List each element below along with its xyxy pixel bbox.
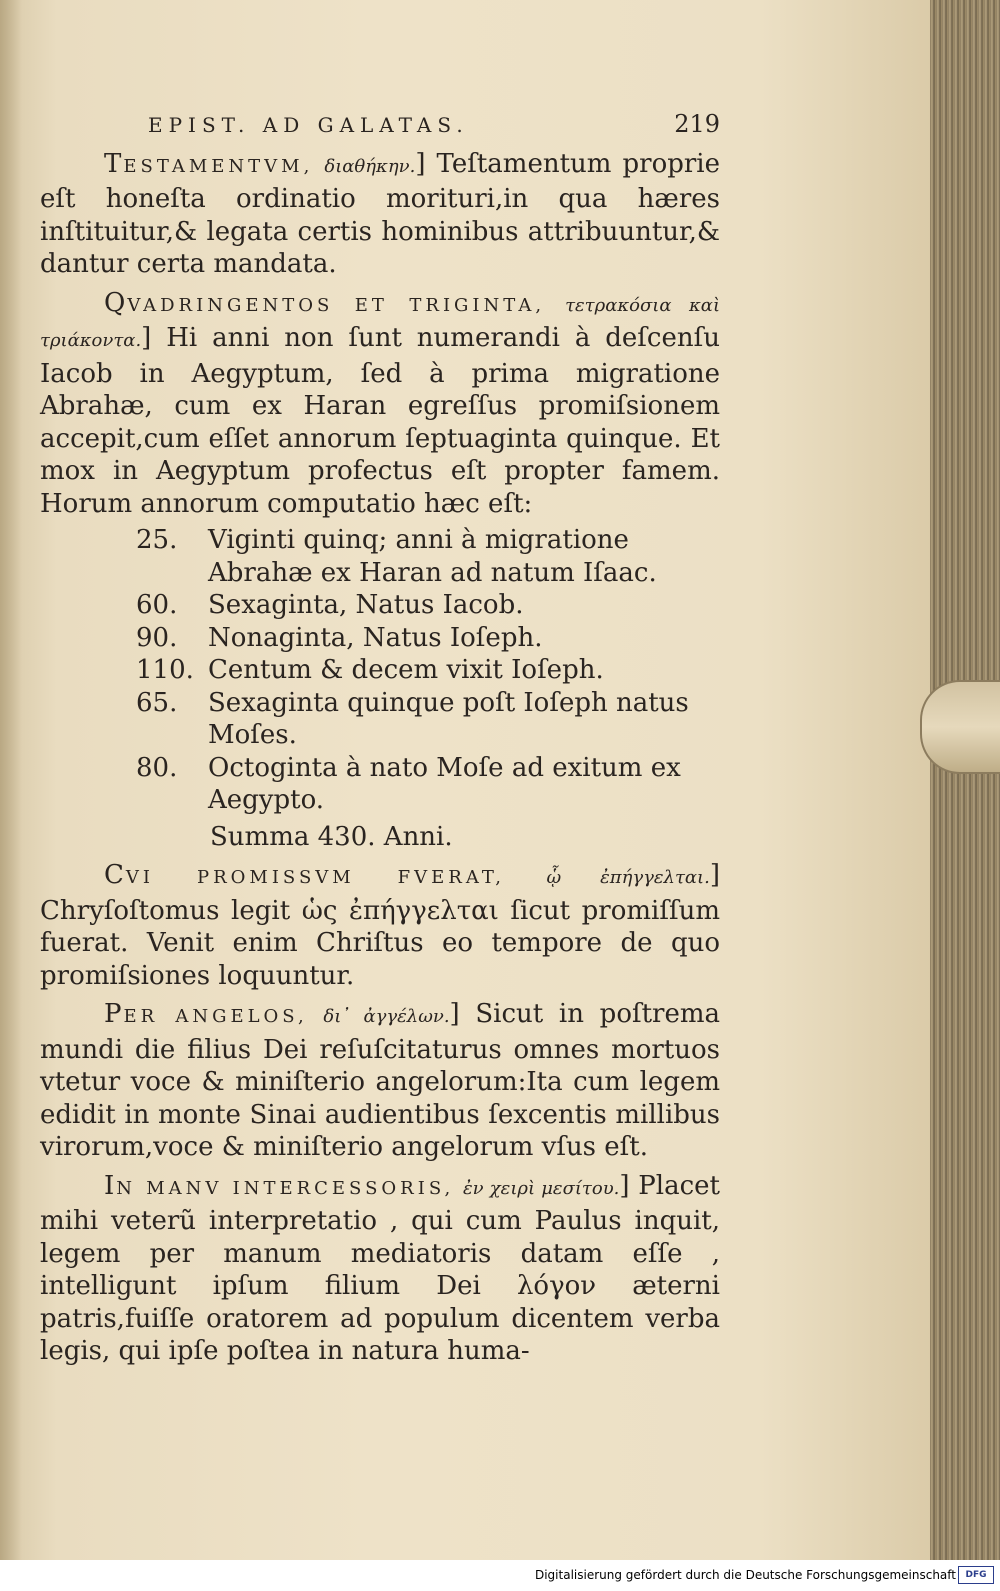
greek-lemma: διαθήκην. bbox=[324, 155, 416, 177]
footer-bar bbox=[0, 1560, 1000, 1591]
list-item: 60. Sexaginta, Natus Iacob. bbox=[136, 590, 524, 620]
list-item: 80. Octoginta à nato Moſe ad exitum ex Aegypto. bbox=[136, 752, 681, 815]
paragraph-text: ] Chryſoſtomus legit ὡς ἐπήγγελται ſicut promiſſum fuerat. Venit enim Chriſtus eo tempore de quo promiſsiones loquuntur. bbox=[40, 860, 720, 991]
funding-credit: Digitalisierung gefördert durch die Deutsche Forschungsgemeinschaft bbox=[534, 1568, 956, 1582]
lemma: IN MANV INTERCESSORIS, bbox=[104, 1170, 455, 1201]
lemma: CVI PROMISSVM FVERAT, bbox=[104, 860, 505, 890]
paragraph-text: ] Teſtamentum proprie eſt honeſta ordinatio morituri,in qua hæres inſtituitur,& legata certis hominibus attribuuntur,& dantur certa mandata. bbox=[40, 148, 720, 279]
list-item: 110. Centum & decem vixit Ioſeph. bbox=[136, 655, 604, 685]
paragraph-per-angelos bbox=[40, 998, 720, 1164]
list-item: 25. Viginti quinq; anni à migratione Abrahæ ex Haran ad natum Iſaac. bbox=[136, 525, 657, 588]
running-title: EPIST. AD GALATAS. bbox=[148, 113, 469, 137]
paragraph-text: ] Hi anni non ſunt numerandi à deſcenſu Iacob in Aegyptum, ſed à prima migratione Abrahæ, cum ex Haran egreſſus promiſsionem accepit,cum eſſet annorum ſeptuaginta quinque. Et mox in Aegyptum profectus eſt propter famem. Horum annorum computatio hæc eſt: bbox=[40, 323, 720, 519]
paragraph-in-manu bbox=[40, 1170, 720, 1368]
page-edges bbox=[930, 0, 1000, 1560]
paragraph-cui-promissum bbox=[40, 859, 720, 992]
greek-lemma: ᾧ ἐπήγγελται. bbox=[546, 867, 710, 888]
summa-total: Summa 430. Anni. bbox=[210, 821, 453, 852]
paragraph-text: ] Placet mihi veterũ interpretatio , qui cum Paulus inquit, legem per manum mediatoris datam eſſe , intelligunt ipſum filium Dei λόγον æterni patris,fuiſſe oratorem ad populum dicentem verba legis, qui ipſe poſtea in natura huma- bbox=[40, 1170, 720, 1366]
text-block bbox=[40, 108, 720, 1368]
lemma: PER ANGELOS, bbox=[104, 999, 308, 1029]
paragraph-text: ] Sicut in poſtrema mundi die filius Dei reſuſcitaturus omnes mortuos vtetur voce & miniſterio angelorum:Ita cum legem edidit in monte Sinai audientibus ſexcentis millibus virorum,voce & miniſterio angelorum vſus eſt. bbox=[40, 999, 721, 1162]
greek-lemma: δι᾽ ἀγγέλων. bbox=[323, 1006, 450, 1027]
computation-list bbox=[136, 524, 720, 817]
lemma: QVADRINGENTOS ET TRIGINTA, bbox=[104, 287, 546, 318]
list-item: 90. Nonaginta, Natus Ioſeph. bbox=[136, 622, 543, 653]
list-item: 65. Sexaginta quinque poſt Ioſeph natus Moſes. bbox=[136, 687, 689, 750]
dfg-logo-icon: DFG bbox=[958, 1566, 994, 1584]
paragraph-testamentum bbox=[40, 148, 720, 281]
page-clip bbox=[920, 680, 1000, 774]
greek-lemma: ἐν χειρὶ μεσίτου. bbox=[462, 1177, 620, 1199]
paragraph-quadringentos bbox=[40, 287, 720, 521]
running-header bbox=[148, 108, 720, 142]
greek-lemma: τετρακόσια καὶ τριάκοντα. bbox=[40, 294, 720, 351]
lemma: TESTAMENTVM, bbox=[104, 148, 314, 179]
spine-shadow bbox=[0, 0, 22, 1560]
page-number: 219 bbox=[674, 110, 720, 138]
